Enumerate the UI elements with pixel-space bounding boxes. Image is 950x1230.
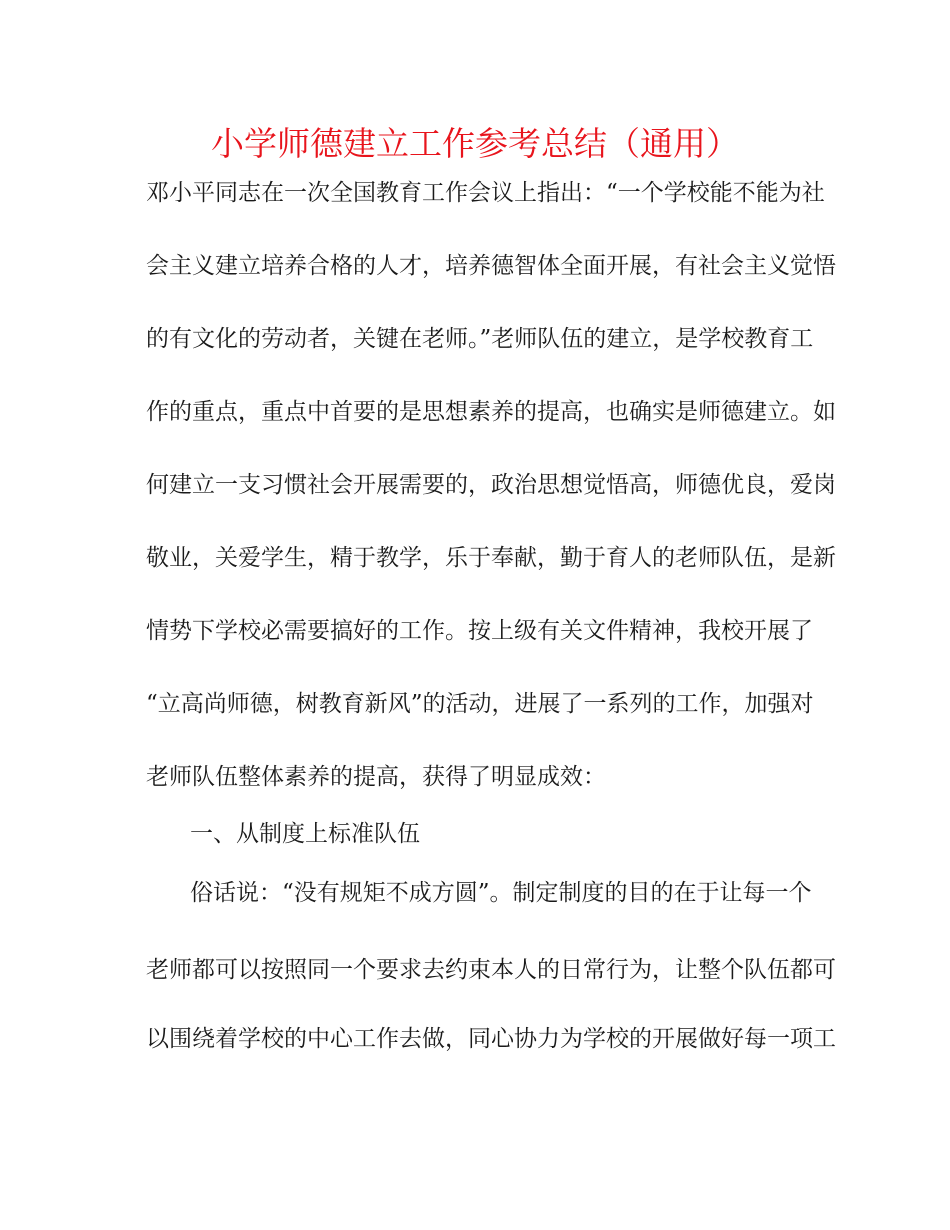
paragraph-line: 情势下学校必需要搞好的工作。按上级有关文件精神，我校开展了 — [146, 618, 813, 644]
paragraph-line: 何建立一支习惯社会开展需要的，政治思想觉悟高，师德优良，爱岗 — [146, 472, 836, 498]
paragraph-line: 老师队伍整体素养的提高，获得了明显成效： — [146, 764, 606, 790]
paragraph-line: 的有文化的劳动者，关键在老师。”老师队伍的建立，是学校教育工 — [146, 326, 814, 352]
document-title: 小学师德建立工作参考总结（通用） — [211, 124, 739, 163]
section-heading: 一、从制度上标准队伍 — [190, 821, 420, 847]
paragraph-line: 会主义建立培养合格的人才，培养德智体全面开展，有社会主义觉悟 — [146, 253, 836, 279]
paragraph-line: 作的重点，重点中首要的是思想素养的提高，也确实是师德建立。如 — [146, 399, 836, 425]
paragraph-line: 以围绕着学校的中心工作去做，同心协力为学校的开展做好每一项工 — [146, 1026, 836, 1052]
paragraph-line: 邓小平同志在一次全国教育工作会议上指出：“一个学校能不能为社 — [146, 180, 825, 206]
paragraph-line: “立高尚师德，树教育新风”的活动，进展了一系列的工作，加强对 — [146, 691, 814, 717]
paragraph-line: 俗话说：“没有规矩不成方圆”。制定制度的目的在于让每一个 — [190, 880, 812, 906]
paragraph-line: 敬业，关爱学生，精于教学，乐于奉献，勤于育人的老师队伍，是新 — [146, 545, 836, 571]
paragraph-line: 老师都可以按照同一个要求去约束本人的日常行为，让整个队伍都可 — [146, 957, 836, 983]
